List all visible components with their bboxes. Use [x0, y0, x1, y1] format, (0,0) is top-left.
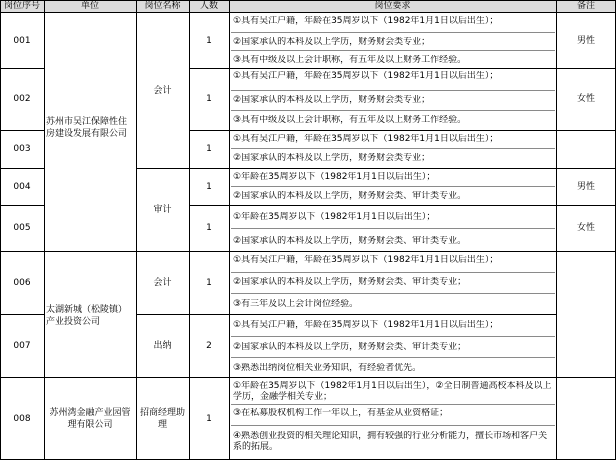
grid-line	[189, 205, 616, 206]
header-unit: 单位	[44, 0, 136, 13]
requirement-line: ②国家承认的本科及以上学历，财务财会类专业；	[233, 95, 431, 105]
requirement-line: ①具有吴江户籍，年龄在35周岁以下（1982年1月1日以后出生）；	[233, 71, 499, 81]
note	[556, 377, 616, 460]
requirement-line: ①年龄在35周岁以下（1982年1月1日以后出生），②全日制普通高校本科及以上学历，金融学相关专业；	[233, 381, 552, 402]
sub-row-divider	[231, 228, 555, 229]
requirement-line: ③在私募股权机构工作一年以上，有基金从业资格证；	[233, 408, 449, 418]
requirement-line: ③有三年及以上会计岗位经验。	[233, 299, 359, 309]
grid-line	[556, 0, 557, 460]
sub-row-divider	[231, 110, 555, 111]
note: 女性	[576, 94, 595, 104]
note	[556, 130, 616, 168]
grid-line	[0, 130, 44, 131]
position-id: 007	[13, 340, 31, 351]
grid-line	[0, 68, 44, 69]
headcount: 1	[206, 223, 212, 233]
sub-row-divider	[231, 186, 555, 187]
headcount: 2	[206, 340, 212, 351]
grid-line	[189, 68, 616, 69]
requirement-line: ③熟悉出纳岗位相关业务知识，有经验者优先。	[233, 363, 422, 373]
sub-row-divider	[231, 272, 555, 273]
header-position-name: 岗位名称	[136, 0, 189, 13]
requirement-line: ②国家承认的本科及以上学历，财务财会类、审计类专业。	[233, 236, 467, 246]
sub-row-divider	[231, 336, 555, 337]
requirement-line: ②国家承认的本科及以上学历，财务财会类、审计类专业。	[233, 191, 467, 201]
unit-name: 太湖新城（松陵镇）产业投资公司	[46, 305, 128, 327]
requirement-line: ③具有中级及以上会计职称，有五年及以上财务工作经验。	[233, 55, 467, 65]
headcount: 1	[206, 277, 212, 288]
unit-name: 苏州湾金融产业园管理有限公司	[49, 408, 131, 430]
position-id: 005	[13, 223, 31, 233]
header-note: 备注	[556, 0, 616, 13]
requirement-line: ①年龄在35周岁以下（1982年1月1日以后出生）；	[233, 172, 436, 182]
sub-row-divider	[231, 357, 555, 358]
position-name: 出纳	[153, 340, 172, 351]
position-id: 006	[13, 277, 31, 288]
position-id: 001	[13, 35, 31, 46]
position-name: 会计	[153, 85, 172, 96]
requirement-line: ②国家承认的本科及以上学历，财务财会类、审计类专业；	[233, 277, 467, 287]
grid-line	[0, 0, 1, 460]
requirement-line: ①具有吴江户籍，年龄在35周岁以下（1982年1月1日以后出生）；	[233, 16, 499, 26]
requirement-line: ①具有吴江户籍，年龄在35周岁以下（1982年1月1日以后出生）；	[233, 134, 499, 144]
requirement-line: ②国家承认的本科及以上学历，财务财会类、审计类专业；	[233, 342, 467, 352]
position-name: 审计	[153, 204, 172, 215]
grid-line	[229, 0, 230, 460]
sub-row-divider	[231, 32, 555, 33]
headcount: 1	[206, 413, 212, 424]
sub-row-divider	[231, 90, 555, 91]
requirement-line: ④熟悉创业投资的相关理论知识，拥有较强的行业分析能力，擅长市场和客户关系的拓展。	[233, 431, 548, 452]
grid-line	[136, 0, 137, 460]
requirement-line: ③具有中级及以上会计职称，有五年及以上财务工作经验。	[233, 115, 467, 125]
sub-row-divider	[231, 404, 555, 405]
grid-line	[0, 0, 616, 1]
sub-row-divider	[231, 293, 555, 294]
requirement-line: ②国家承认的本科及以上学历，财务财会类专业；	[233, 153, 431, 163]
note: 男性	[576, 181, 595, 192]
position-id: 008	[13, 413, 31, 424]
note: 女性	[576, 223, 595, 233]
requirement-line: ①具有吴江户籍，年龄在35周岁以下（1982年1月1日以后出生）；	[233, 320, 499, 330]
sub-row-divider	[231, 50, 555, 51]
headcount: 1	[206, 144, 212, 154]
unit-name: 苏州市吴江保障性住房建设发展有限公司	[46, 117, 128, 139]
grid-line	[0, 314, 44, 315]
position-name: 招商经理助理	[139, 407, 185, 430]
grid-line	[189, 130, 616, 131]
position-id: 002	[13, 94, 31, 104]
headcount: 1	[206, 94, 212, 104]
headcount: 1	[206, 181, 212, 192]
position-id: 004	[13, 181, 31, 192]
grid-line	[0, 251, 616, 252]
requirement-line: ①具有吴江户籍，年龄在35周岁以下（1982年1月1日以后出生）；	[233, 255, 499, 265]
grid-line	[189, 0, 190, 460]
note	[556, 314, 616, 377]
header-requirements: 岗位要求	[229, 0, 556, 13]
sub-row-divider	[231, 148, 555, 149]
requirement-line: ②国家承认的本科及以上学历，财务财会类专业；	[233, 37, 431, 47]
grid-line	[136, 168, 616, 169]
note: 男性	[576, 35, 595, 46]
position-name: 会计	[153, 277, 172, 288]
grid-line	[136, 314, 556, 315]
header-position-id: 岗位序号	[0, 0, 44, 13]
headcount: 1	[206, 35, 212, 46]
note	[556, 251, 616, 314]
requirement-line: ①年龄在35周岁以下（1982年1月1日以后出生）；	[233, 212, 436, 222]
sub-row-divider	[231, 425, 555, 426]
position-id: 003	[13, 144, 31, 154]
grid-line	[44, 0, 45, 460]
grid-line	[0, 377, 616, 378]
header-count: 人数	[189, 0, 229, 13]
grid-line	[0, 205, 44, 206]
grid-line	[0, 168, 44, 169]
